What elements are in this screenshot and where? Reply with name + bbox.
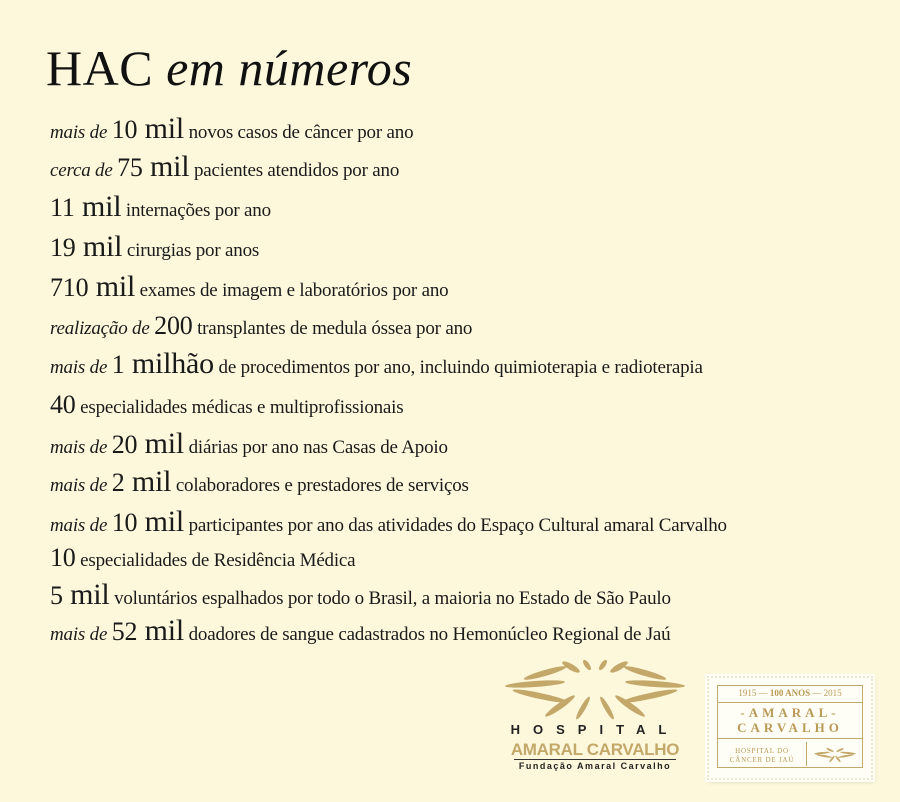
stat-line: cerca de 75 mil pacientes atendidos por ano <box>50 150 400 183</box>
stamp-subtitle: HOSPITAL DO CÂNCER DE JAÚ <box>729 747 795 764</box>
stat-line: mais de 10 mil participantes por ano das atividades do Espaço Cultural amaral Carvalho <box>50 505 727 538</box>
stat-line: 10 especialidades de Residência Médica <box>50 543 356 572</box>
stamp-name-2: CARVALHO <box>737 720 843 735</box>
stat-line: realização de 200 transplantes de medula óssea por ano <box>50 311 473 340</box>
stamp-vertical-divider <box>806 742 807 766</box>
stat-line: mais de 20 mil diárias por ano nas Casas de Apoio <box>50 427 448 460</box>
title-suffix: em números <box>166 40 413 96</box>
stat-line: 5 mil voluntários espalhados por todo o Brasil, a maioria no Estado de São Paulo <box>50 578 671 611</box>
logo-hospital-label: HOSPITAL <box>510 722 680 737</box>
sunburst-icon <box>505 660 685 720</box>
logo-foundation: Fundação Amaral Carvalho <box>518 761 672 771</box>
stamp-name-1: -AMARAL- <box>740 705 840 720</box>
stat-line: 11 mil internações por ano <box>50 190 271 223</box>
stat-line: mais de 52 mil doadores de sangue cadastrados no Hemonúcleo Regional de Jaú <box>50 614 671 647</box>
centenary-stamp <box>707 676 873 780</box>
stat-line: mais de 1 milhão de procedimentos por ano, incluindo quimioterapia e radioterapia <box>50 347 703 380</box>
stat-line: 40 especialidades médicas e multiprofissionais <box>50 390 404 419</box>
stat-line: 710 mil exames de imagem e laboratórios por ano <box>50 270 449 303</box>
page-title <box>46 40 412 96</box>
stamp-divider <box>718 702 862 703</box>
stat-line: mais de 10 mil novos casos de câncer por ano <box>50 112 414 145</box>
stat-line: 19 mil cirurgias por anos <box>50 230 260 263</box>
stamp-divider <box>718 738 862 739</box>
logo-divider <box>514 759 676 760</box>
logo-name: AMARAL CARVALHO <box>510 740 680 759</box>
sunburst-icon <box>814 746 856 762</box>
stat-line: mais de 2 mil colaboradores e prestadores de serviços <box>50 465 469 498</box>
hospital-logo <box>500 660 690 780</box>
stamp-frame <box>717 685 863 768</box>
stamp-years: 1915 — 100 ANOS — 2015 <box>738 688 842 698</box>
title-prefix: HAC <box>46 40 154 96</box>
